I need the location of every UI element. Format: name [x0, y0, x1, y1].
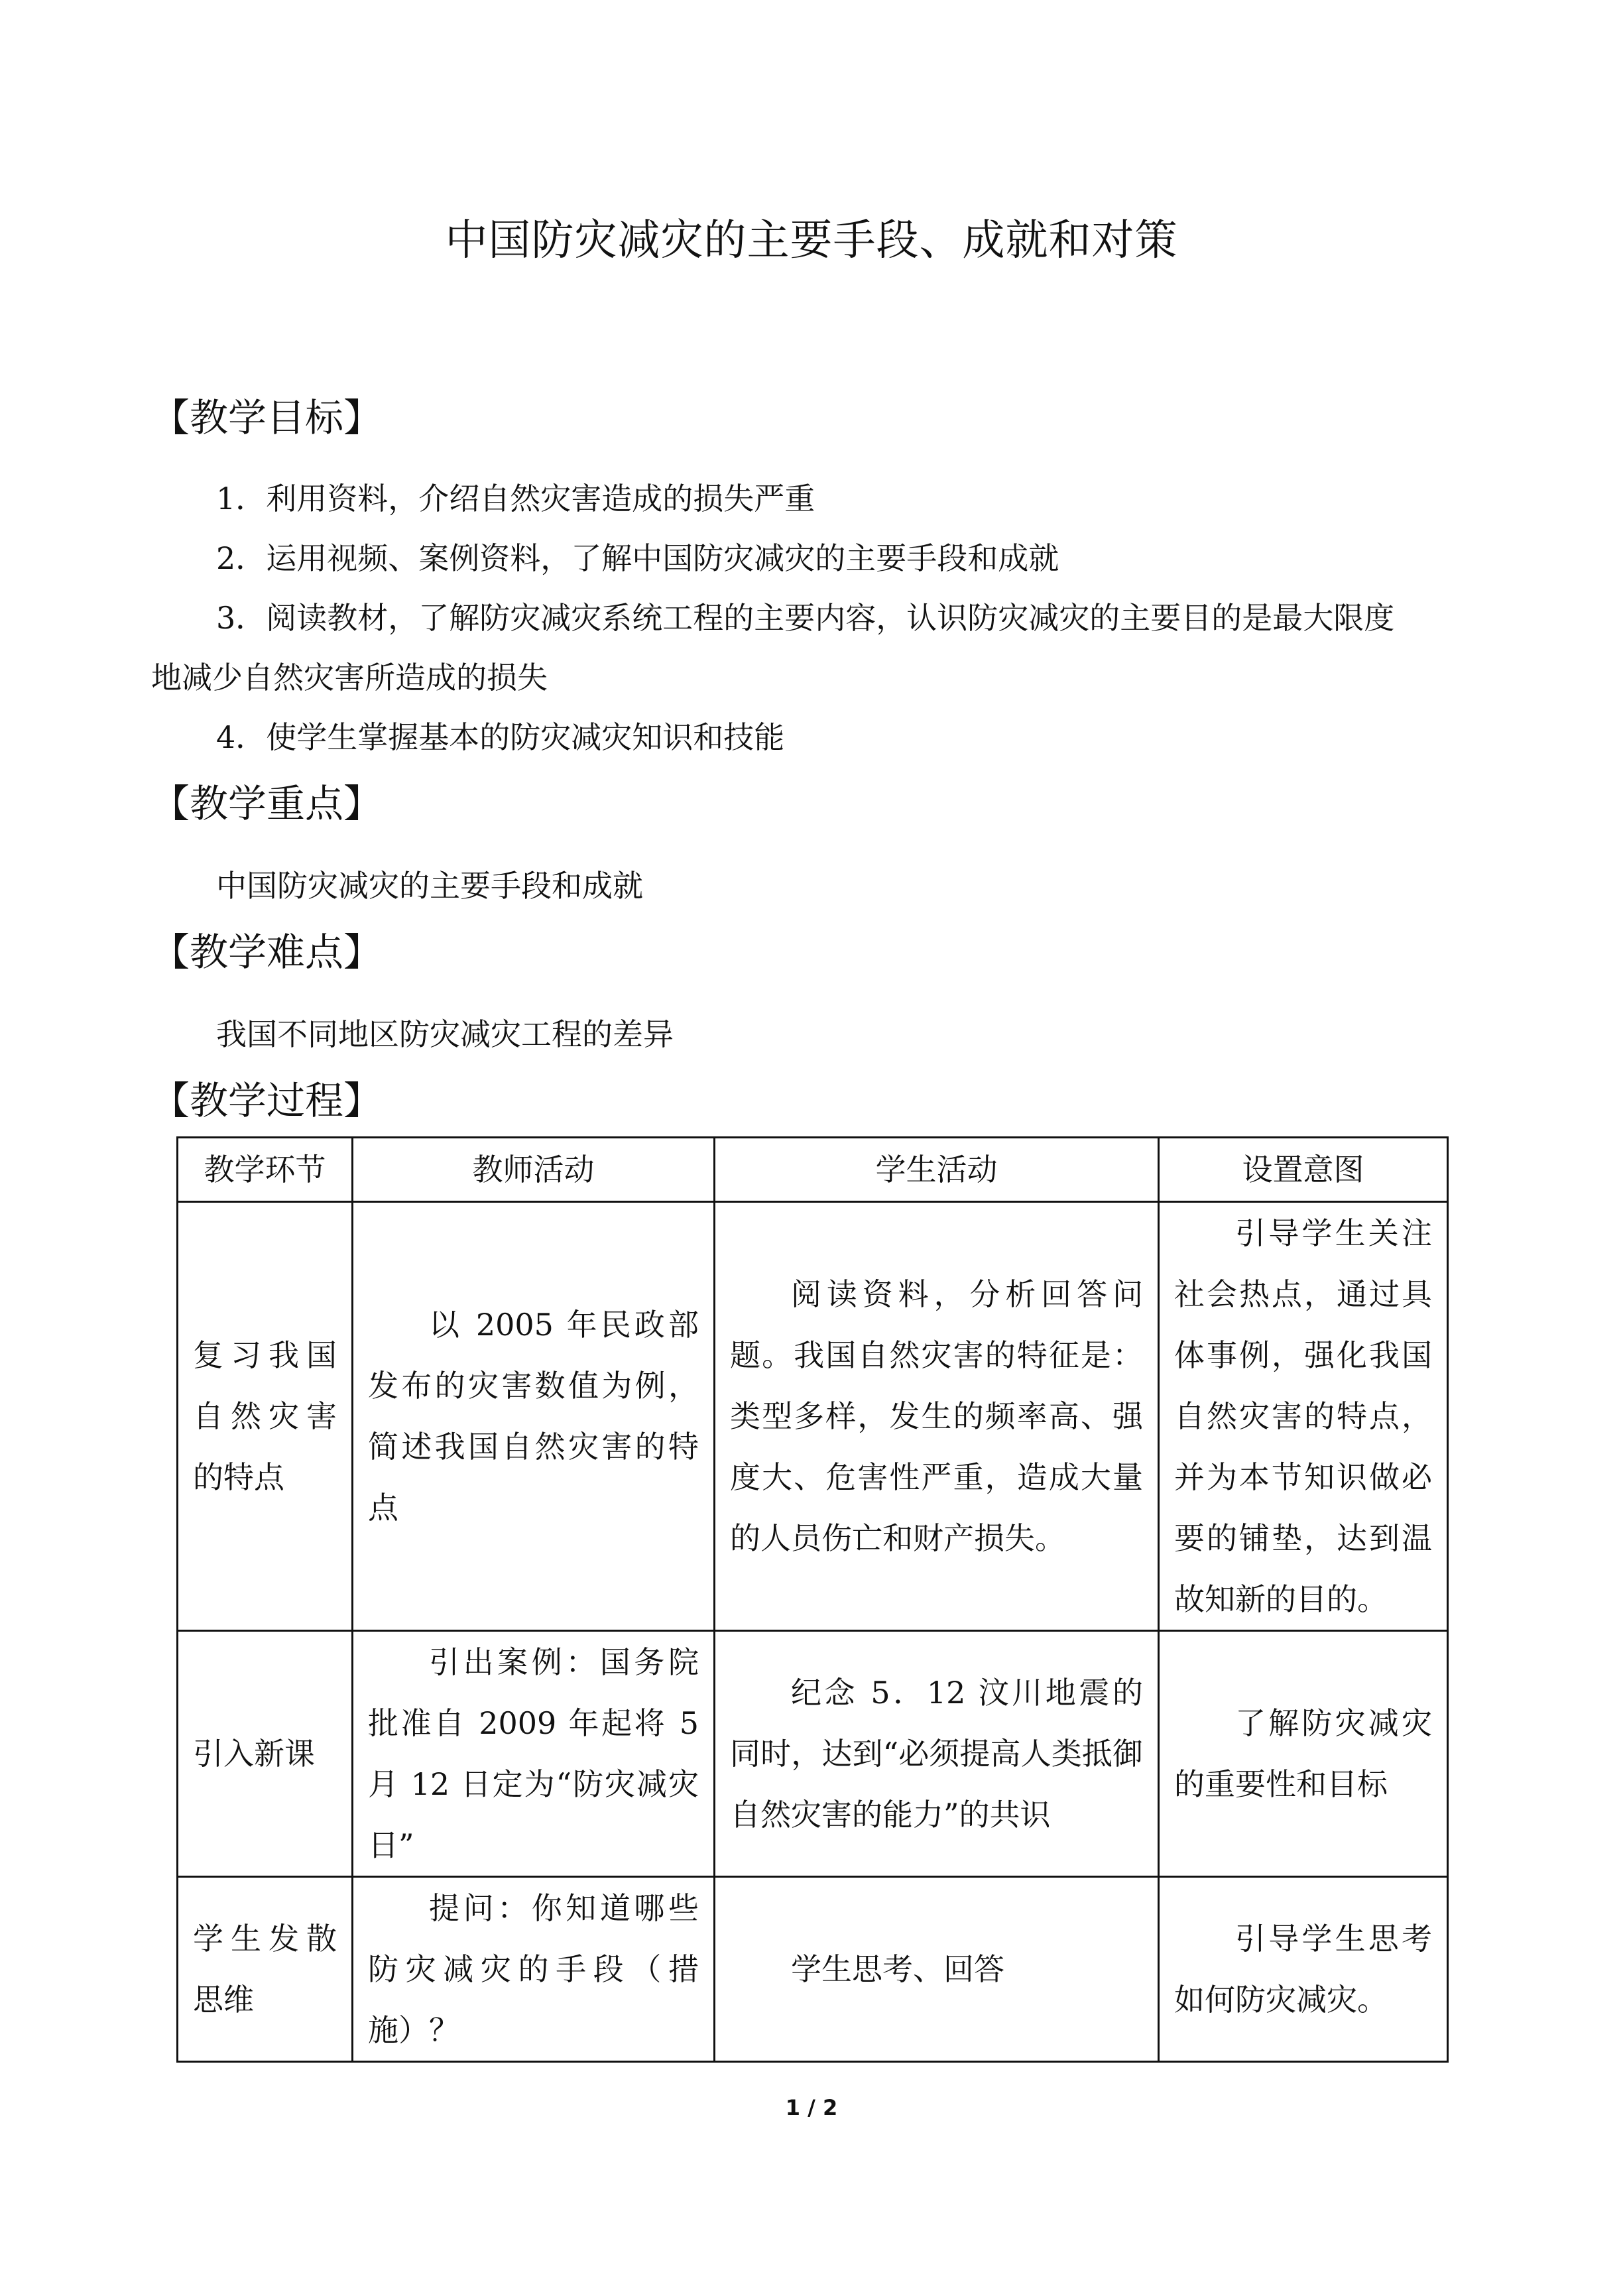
table-row — [178, 1202, 1448, 1631]
column-header-student: 学生活动 — [715, 1138, 1159, 1202]
cell-stage: 学生发散思维 — [178, 1877, 353, 2062]
objective-item-4: 4．使学生掌握基本的防灾减灾知识和技能 — [216, 719, 785, 755]
key-points-heading: 【教学重点】 — [151, 781, 383, 826]
table-row — [178, 1631, 1448, 1877]
objectives-heading: 【教学目标】 — [151, 395, 383, 440]
objective-item-2: 2．运用视频、案例资料，了解中国防灾减灾的主要手段和成就 — [216, 540, 1059, 576]
cell-intent: 引导学生关注社会热点，通过具体事例，强化我国自然灾害的特点，并为本节知识做必要的铺垫，达到温故知新的目的。 — [1159, 1202, 1448, 1631]
objective-item-1: 1．利用资料，介绍自然灾害造成的损失严重 — [216, 481, 815, 516]
process-heading: 【教学过程】 — [151, 1078, 383, 1123]
cell-intent: 引导学生思考如何防灾减灾。 — [1159, 1877, 1448, 2062]
column-header-stage: 教学环节 — [178, 1138, 353, 1202]
cell-intent: 了解防灾减灾的重要性和目标 — [1159, 1631, 1448, 1877]
difficulties-heading: 【教学难点】 — [151, 930, 383, 975]
cell-student: 纪念 5．12 汶川地震的同时，达到“必须提高人类抵御自然灾害的能力”的共识 — [715, 1631, 1159, 1877]
column-header-intent: 设置意图 — [1159, 1138, 1448, 1202]
page-number: 1 / 2 — [785, 2095, 838, 2120]
objective-item-3: 3．阅读教材，了解防灾减灾系统工程的主要内容，认识防灾减灾的主要目的是最大限度 — [216, 600, 1395, 636]
column-header-teacher: 教师活动 — [353, 1138, 715, 1202]
document-title: 中国防灾减灾的主要手段、成就和对策 — [445, 216, 1178, 265]
key-points-text: 中国防灾减灾的主要手段和成就 — [216, 868, 643, 904]
table-header-row — [178, 1138, 1448, 1202]
cell-stage: 复习我国自然灾害的特点 — [178, 1202, 353, 1631]
cell-stage: 引入新课 — [178, 1631, 353, 1877]
table-row — [178, 1877, 1448, 2062]
teaching-process-table — [176, 1136, 1449, 2063]
cell-teacher: 以 2005 年民政部发布的灾害数值为例，简述我国自然灾害的特点 — [353, 1202, 715, 1631]
cell-student: 阅读资料，分析回答问题。我国自然灾害的特征是：类型多样，发生的频率高、强度大、危害性严重，造成大量的人员伤亡和财产损失。 — [715, 1202, 1159, 1631]
objective-item-3-continued: 地减少自然灾害所造成的损失 — [151, 660, 548, 695]
cell-student: 学生思考、回答 — [715, 1877, 1159, 2062]
cell-teacher: 引出案例：国务院批准自 2009 年起将 5 月 12 日定为“防灾减灾日” — [353, 1631, 715, 1877]
cell-teacher: 提问：你知道哪些防灾减灾的手段（措施）？ — [353, 1877, 715, 2062]
difficulties-text: 我国不同地区防灾减灾工程的差异 — [216, 1016, 674, 1052]
